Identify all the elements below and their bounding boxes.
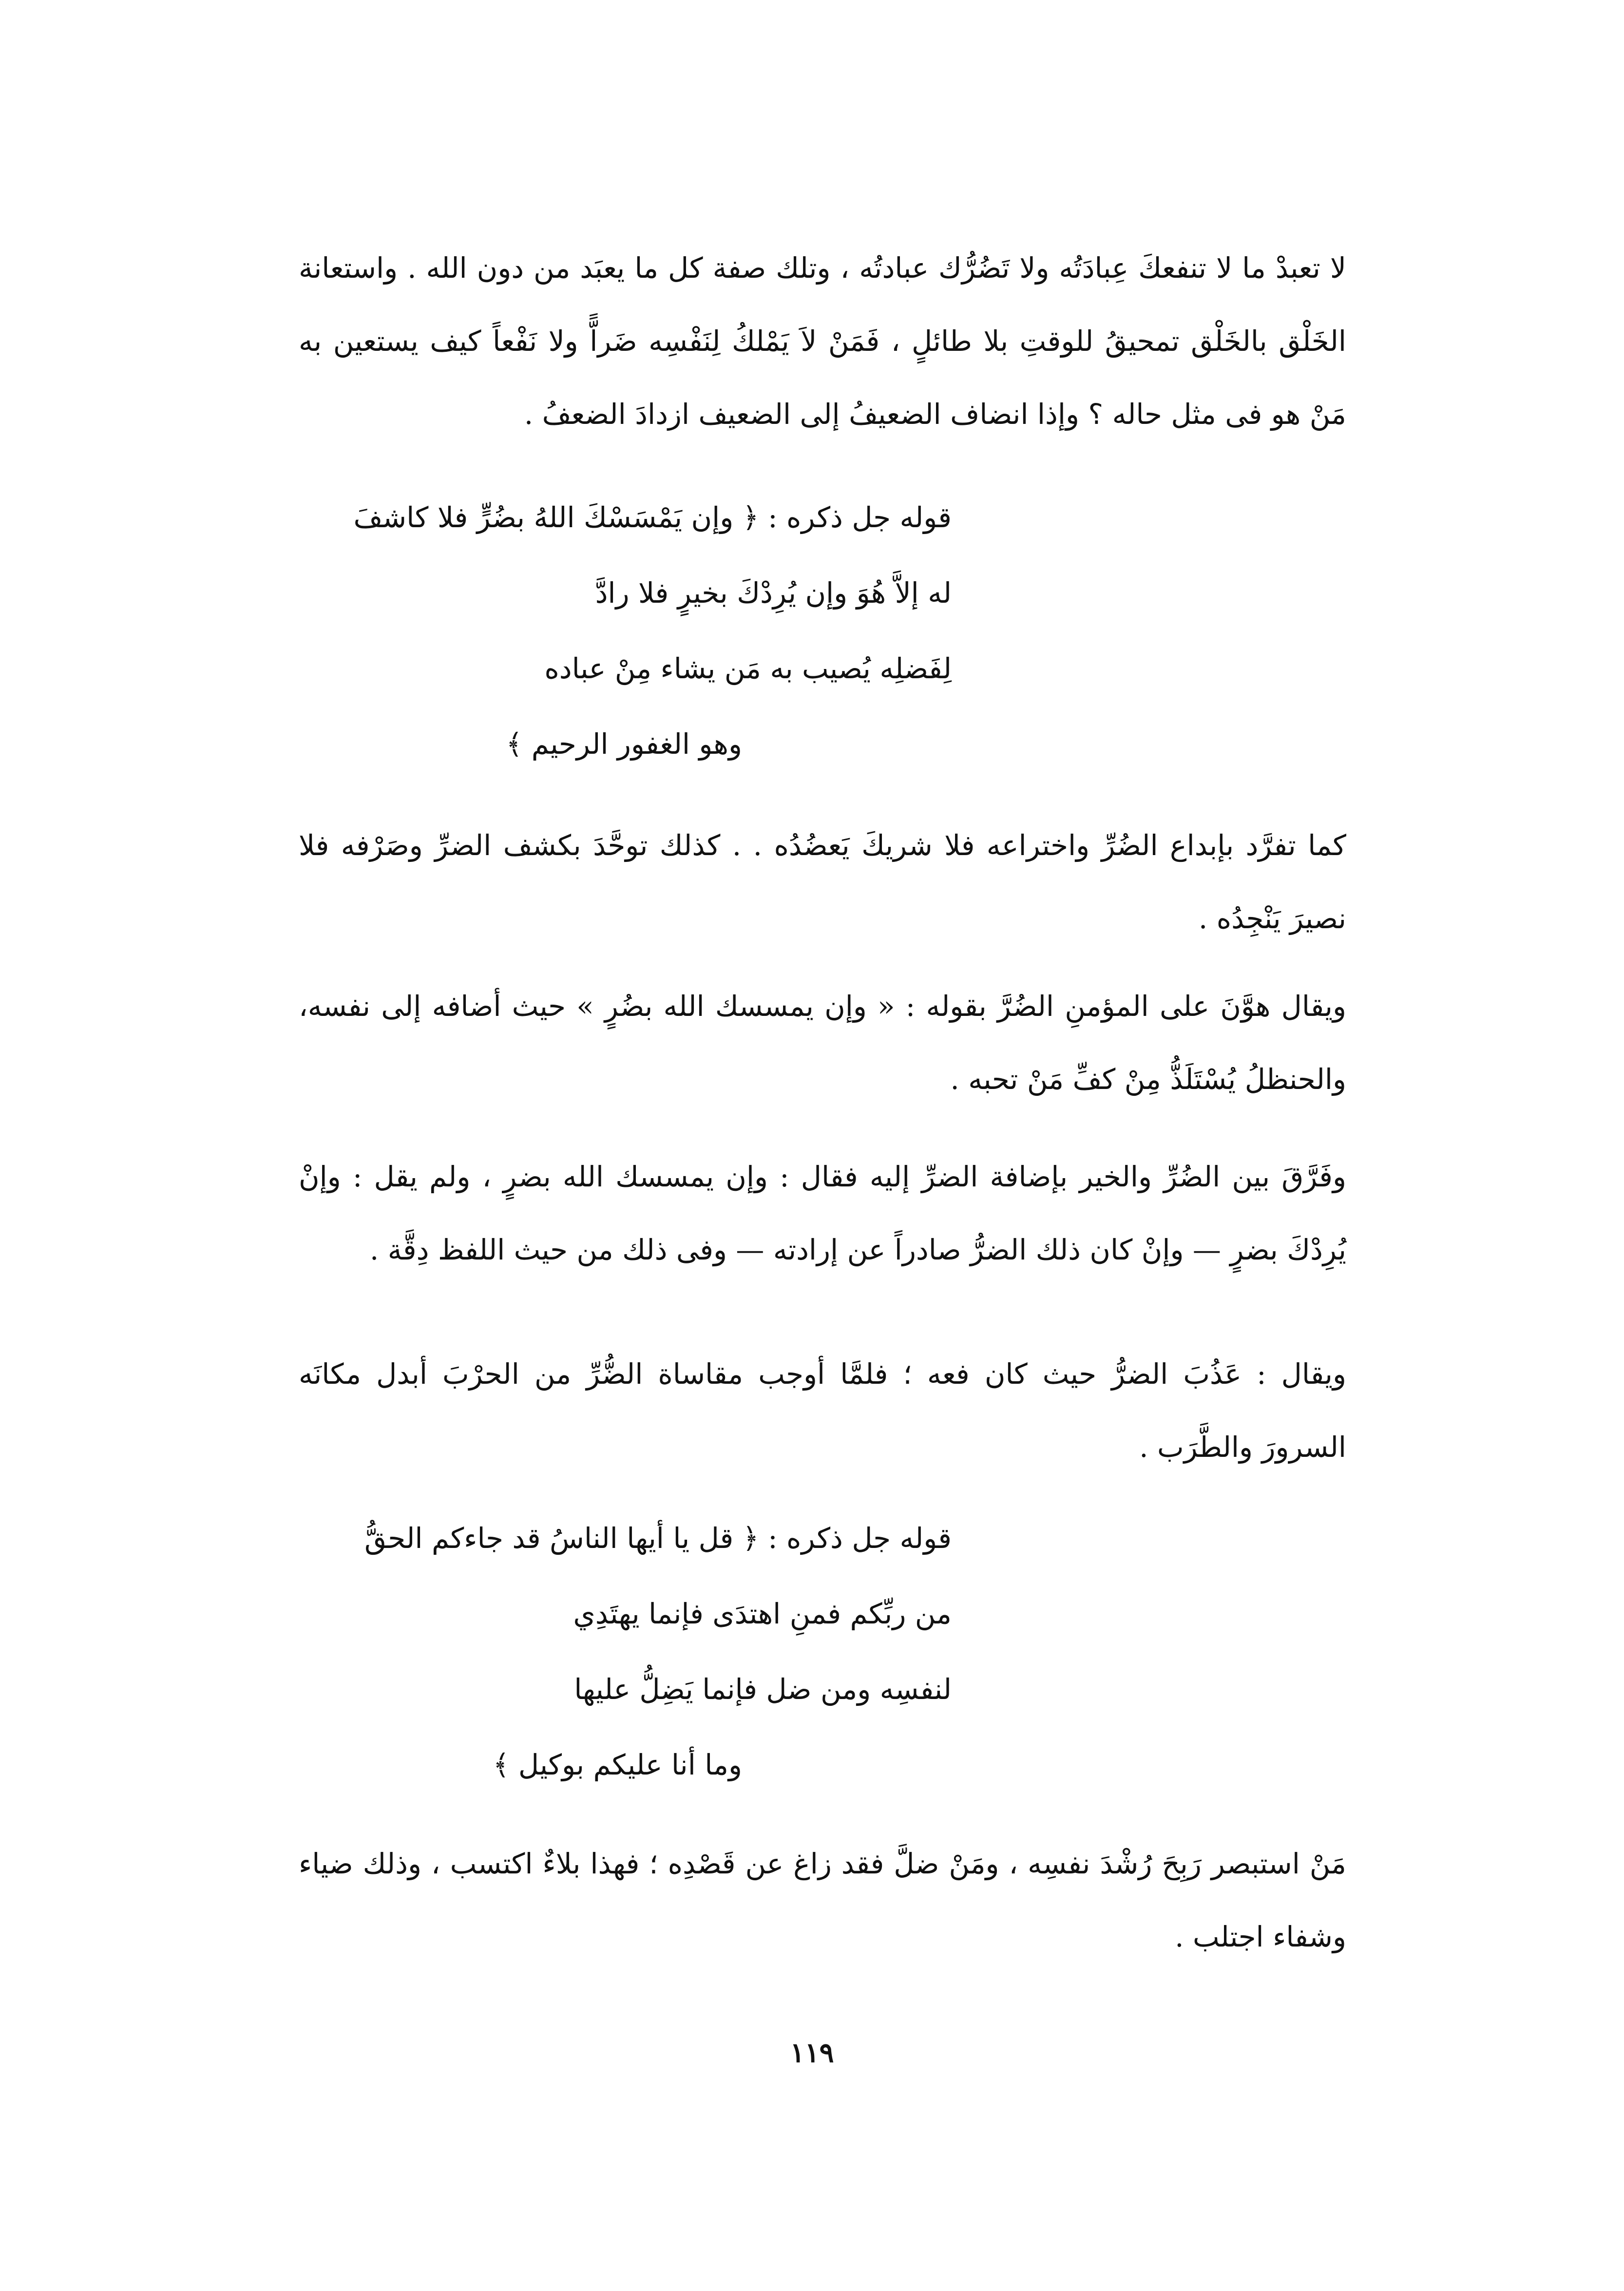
verse-line: وهو الغفور الرحيم ﴾ <box>506 727 742 761</box>
page-number: ١١٩ <box>790 2037 834 2069</box>
paragraph-2: كما تفرَّد بإبداع الضُرِّ واختراعه فلا شريكَ يَعضُدُه . . كذلك توحَّدَ بكشف الضرِّ وصَرْفه فلا نصيرَ يَنْجِدُه . <box>299 829 1346 935</box>
quran-verse-block-1 <box>318 480 952 782</box>
quran-verse-block-2 <box>318 1501 952 1803</box>
verse-line: لنفسِه ومن ضل فإنما يَضِلُّ عليها <box>574 1673 952 1706</box>
paragraph-6: مَنْ استبصر رَبِحَ رُشْدَ نفسِه ، ومَنْ ضلَّ فقد زاغ عن قَصْدِه ؛ فهذا بلاءٌ اكتسب ، وذلك ضياء وشفاء اجتلب . <box>299 1847 1346 1953</box>
verse-line: لِفَضلِه يُصيب به مَن يشاء مِنْ عباده <box>544 652 952 685</box>
verse-line: من ربِّكم فمنِ اهتدَى فإنما يهتَدِي <box>573 1597 952 1630</box>
verse-line: له إلاَّ هُوَ وإن يُرِدْكَ بخيرٍ فلا رادَّ <box>595 576 952 610</box>
paragraph-5: ويقال : عَذُبَ الضرُّ حيث كان فعه ؛ فلمَّا أوجب مقاساة الضُّرِّ من الحرْبَ أبدل مكانَه السرورَ والطَّرَب . <box>299 1357 1346 1464</box>
verse-line: قوله جل ذكره : ﴿ وإن يَمْسَسْكَ اللهُ بضُرٍّ فلا كاشفَ <box>353 501 952 534</box>
paragraph-3: ويقال هوَّنَ على المؤمنِ الضُرَّ بقوله : « وإن يمسسك الله بضُرٍ » حيث أضافه إلى نفسه، والحنظلُ يُسْتَلَذُّ مِنْ كفِّ مَنْ تحبه . <box>299 990 1346 1096</box>
verse-line: وما أنا عليكم بوكيل ﴾ <box>493 1748 742 1781</box>
verse-line: قوله جل ذكره : ﴿ قل يا أيها الناسُ قد جاءكم الحقُّ <box>364 1522 952 1555</box>
paragraph-1: لا تعبدْ ما لا تنفعكَ عِبادَتُه ولا تَضُرُّك عبادتُه ، وتلك صفة كل ما يعبَد من دون الله . واستعانة الخَلْق بالخَلْق تمحيقُ للوقتِ بلا طائلٍ ، فَمَنْ لاَ يَمْلكُ لِنَفْسِه ضَراًّ ولا نَفْعاً كيف يستعين به مَنْ هو فى مثل حاله ؟ وإذا انضاف الضعيفُ إلى الضعيف ازدادَ الضعفُ . <box>299 251 1346 431</box>
paragraph-4: وفَرَّقَ بين الضُرِّ والخير بإضافة الضرِّ إليه فقال : وإن يمسسك الله بضرٍ ، ولم يقل : وإنْ يُرِدْكَ بضرٍ — وإنْ كان ذلك الضرُّ صادراً عن إرادته — وفى ذلك من حيث اللفظ دِقَّة . <box>299 1160 1346 1266</box>
